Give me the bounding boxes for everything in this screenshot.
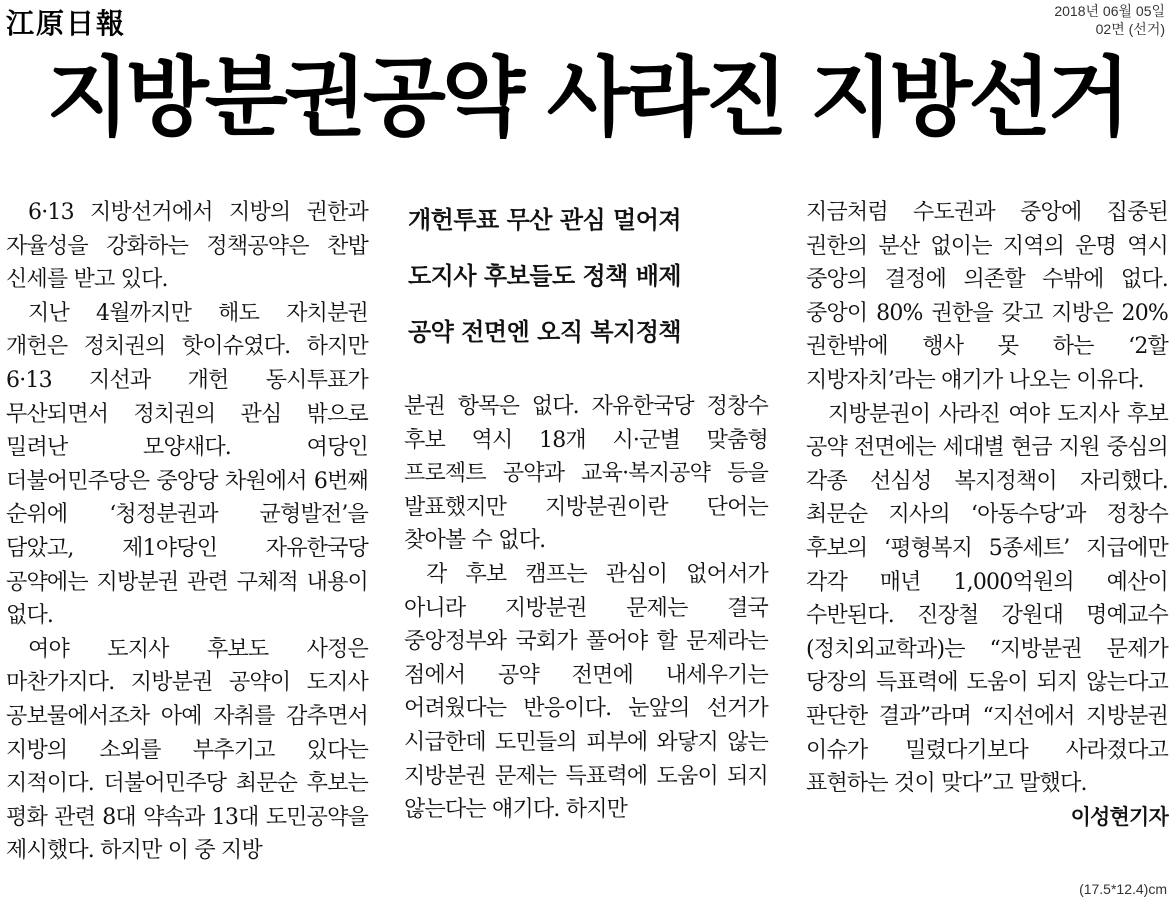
subheadline-block [404, 192, 768, 360]
paragraph-text: 지방분권이 사라진 여야 도지사 후보 공약 전면에는 세대별 현금 지원 중심의 각종 선심성 복지정책이 자리했다. 최문순 지사의 ‘아동수당’과 정창수 후보의 ‘평형복지 5종세트’ 지급에만 각각 매년 1,000억원의 예산이 수반된다. 진장철 강원대 명예교수(정치외교학과)는 “지방분권 문제가 당장의 득표력에 도움이 되지 않는다고 판단한 결과”라며 “지선에서 지방분권 이슈가 밀렸다기보다 사라졌다고 표현하는 것이 맞다”고 말했다. [806, 401, 1168, 797]
headline: 지방분권공약 사라진 지방선거 [46, 48, 1127, 148]
paragraph: 각 후보 캠프는 관심이 없어서가 아니라 지방분권 문제는 결국 중앙정부와 국회가 풀어야 할 문제라는 점에서 공약 전면에 내세우기는 어려웠다는 반응이다. 눈앞의 선거가 시급한데 도민들의 피부에 와닿지 않는 지방분권 문제는 득표력에 도움이 되지 않는다는 얘기다. 하지만 [404, 561, 768, 823]
paragraph: 분권 항목은 없다. 자유한국당 정창수 후보 역시 18개 시·군별 맞춤형 프로젝트 공약과 교육·복지공약 등을 발표했지만 지방분권이란 단어는 찾아볼 수 없다. [404, 394, 768, 554]
article-column-2 [404, 196, 768, 827]
page-section: 02면 (선거) [1095, 21, 1165, 37]
newspaper-masthead: 江原日報 [6, 7, 127, 40]
paragraph: 지금처럼 수도권과 중앙에 집중된 권한의 분산 없이는 지역의 운명 역시 중앙의 결정에 의존할 수밖에 없다. 중앙이 80% 권한을 갖고 지방은 20% 권한밖에 행사 못 하는 ‘2할 지방자치’라는 얘기가 나오는 이유다. [806, 200, 1168, 393]
article-meta [1054, 2, 1165, 38]
paragraph [806, 398, 1168, 829]
publication-date: 2018년 06월 05일 [1054, 3, 1165, 19]
article-column-1 [6, 196, 368, 868]
subheadline: 도지사 후보들도 정책 배제 [408, 262, 682, 290]
paragraph: 6·13 지방선거에서 지방의 권한과 자율성을 강화하는 정책공약은 찬밥 신세를 받고 있다. [6, 200, 368, 293]
article-size-note: (17.5*12.4)cm [1079, 881, 1167, 897]
paragraph: 지난 4월까지만 해도 자치분권 개헌은 정치권의 핫이슈였다. 하지만 6·13 지선과 개헌 동시투표가 무산되면서 정치권의 관심 밖으로 밀려난 모양새다. 여당인 더불어민주당은 중앙당 차원에서 6번째 순위에 ‘청정분권과 균형발전’을 담았고, 제1야당인 자유한국당 공약에는 지방분권 관련 구체적 내용이 없다. [6, 300, 368, 629]
subheadline: 개헌투표 무산 관심 멀어져 [408, 206, 682, 234]
subheadline: 공약 전면엔 오직 복지정책 [408, 318, 682, 346]
byline: 이성현기자 [1070, 804, 1168, 829]
paragraph: 여야 도지사 후보도 사정은 마찬가지다. 지방분권 공약이 도지사 공보물에서조차 아예 자취를 감추면서 지방의 소외를 부추기고 있다는 지적이다. 더불어민주당 최문순 후보는 평화 관련 8대 약속과 13대 도민공약을 제시했다. 하지만 이 중 지방 [6, 636, 368, 864]
article-column-3 [806, 196, 1168, 834]
